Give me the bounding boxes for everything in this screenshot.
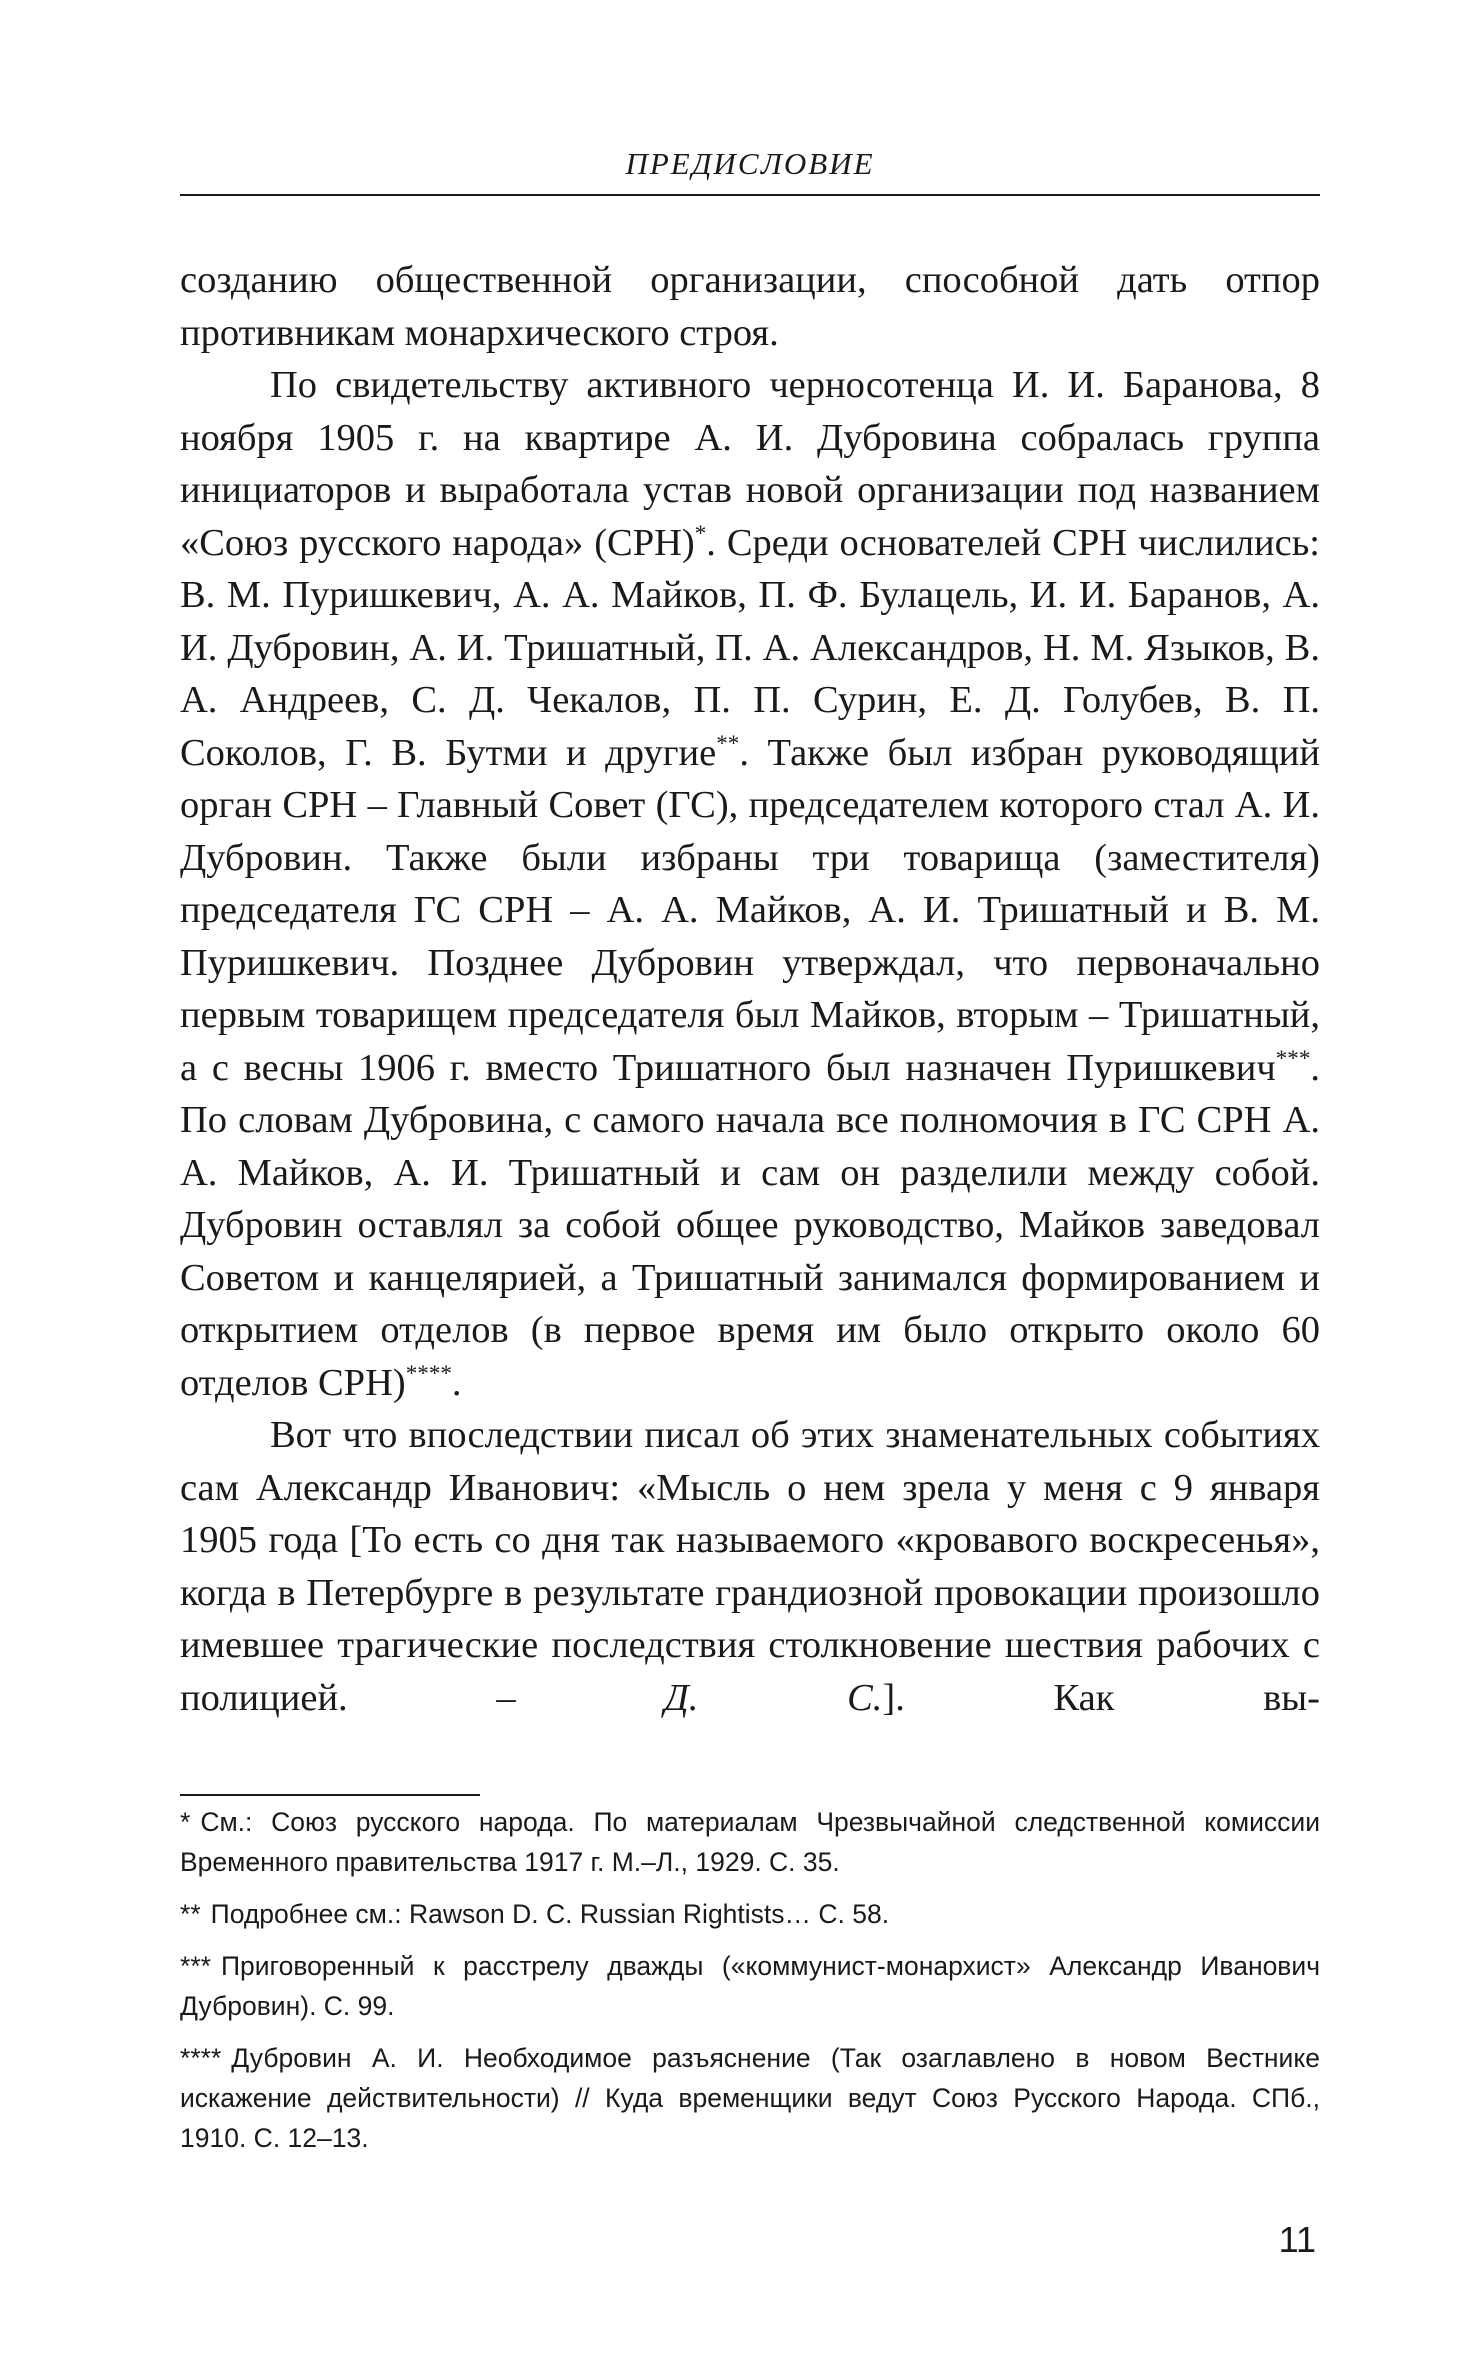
footnote-2 (180, 1894, 1320, 1934)
paragraph-1: созданию общественной организации, способной дать отпор противникам монархического строя. (180, 259, 1320, 354)
footnote-mark: *** (180, 1951, 211, 1981)
paragraph-2-text-3: . Также был избран руководящий орган СРН – Главный Совет (ГС), председателем которого стал А. И. Дубровин. Также были избраны три товарища (заместителя) председателя ГС СРН – А. А. Майков, А. И. Тришатный и В. М. Пуришкевич. Позднее Дубровин утверждал, что первоначально первым товарищем председателя был Майков, вторым – Тришатный, а с весны 1906 г. вместо Тришатного был назначен Пуришкевич (180, 731, 1320, 1089)
footnotes (180, 1802, 1320, 2170)
paragraph-2-text-1: По свидетельству активного черносотенца И. И. Баранова, 8 ноября 1905 г. на квартире А. И. Дубровина собралась группа инициаторов и выработала устав новой организации под названием «Союз русского народа» (СРН) (180, 364, 1320, 564)
paragraph-2-text-2: . Среди основателей СРН числились: В. М. Пуришкевич, А. А. Майков, П. Ф. Булацель, И. И. Баранов, А. И. Дубровин, А. И. Тришатный, П. А. Александров, Н. М. Языков, В. А. Андреев, С. Д. Чекалов, П. П. Сурин, Е. Д. Голубев, В. П. Соколов, Г. В. Бутми и другие (180, 521, 1321, 774)
footnote-ref-3[interactable]: *** (1275, 1044, 1311, 1071)
footnote-text: Подробнее см.: Rawson D. C. Russian Rightists… С. 58. (210, 1899, 890, 1929)
footnote-ref-1[interactable]: * (694, 519, 707, 546)
author-initials: Д. С. (664, 1676, 883, 1719)
footnote-mark: * (180, 1807, 191, 1837)
footnote-ref-2[interactable]: ** (716, 729, 740, 756)
paragraph-3 (180, 1409, 1320, 1724)
paragraph-2 (180, 359, 1320, 1409)
footnote-mark: **** (180, 2043, 222, 2073)
footnote-text: См.: Союз русского народа. По материалам Чрезвычайной следственной комиссии Временного правительства 1917 г. М.–Л., 1929. С. 35. (180, 1807, 1320, 1877)
footnote-text: Приговоренный к расстрелу дважды («коммунист-монархист» Александр Иванович Дубровин). С. 99. (180, 1951, 1320, 2021)
footnote-separator (180, 1794, 480, 1796)
main-text (180, 254, 1320, 1724)
header-rule (180, 194, 1320, 196)
paragraph-2-text-5: . (451, 1361, 462, 1404)
paragraph-3-text-1: Вот что впоследствии писал об этих знаменательных событиях сам Александр Иванович: «Мысль о нем зрела у меня с 9 января 1905 года [То есть со дня так называемого «кровавого воскресенья», когда в Петербурге в результате грандиозной провокации произошло имевшее трагические последствия столкновение шествия рабочих с полицией. – (180, 1414, 1320, 1719)
paragraph-2-text-4: . По словам Дубровина, с самого начала все полномочия в ГС СРН А. А. Майков, А. И. Тришатный и сам он разделили между собой. Дубровин оставлял за собой общее руководство, Майков заведовал Советом и канцелярией, а Тришатный занимался формированием и открытием отделов (в первое время им было открыто около 60 отделов СРН) (180, 1046, 1320, 1404)
footnote-ref-4[interactable]: **** (405, 1359, 452, 1386)
footnote-mark: ** (180, 1899, 201, 1929)
footnote-4 (180, 2038, 1320, 2158)
running-header: ПРЕДИСЛОВИЕ (625, 146, 875, 181)
paragraph-3-text-2: ]. Как вы- (882, 1676, 1320, 1719)
footnote-text: Дубровин А. И. Необходимое разъяснение (Так озаглавлено в новом Вестнике искажение действительности) // Куда временщики ведут Союз Русского Народа. СПб., 1910. С. 12–13. (180, 2043, 1320, 2153)
page-number: 11 (1278, 2219, 1316, 2260)
footnote-1 (180, 1802, 1320, 1882)
footnote-3 (180, 1946, 1320, 2026)
